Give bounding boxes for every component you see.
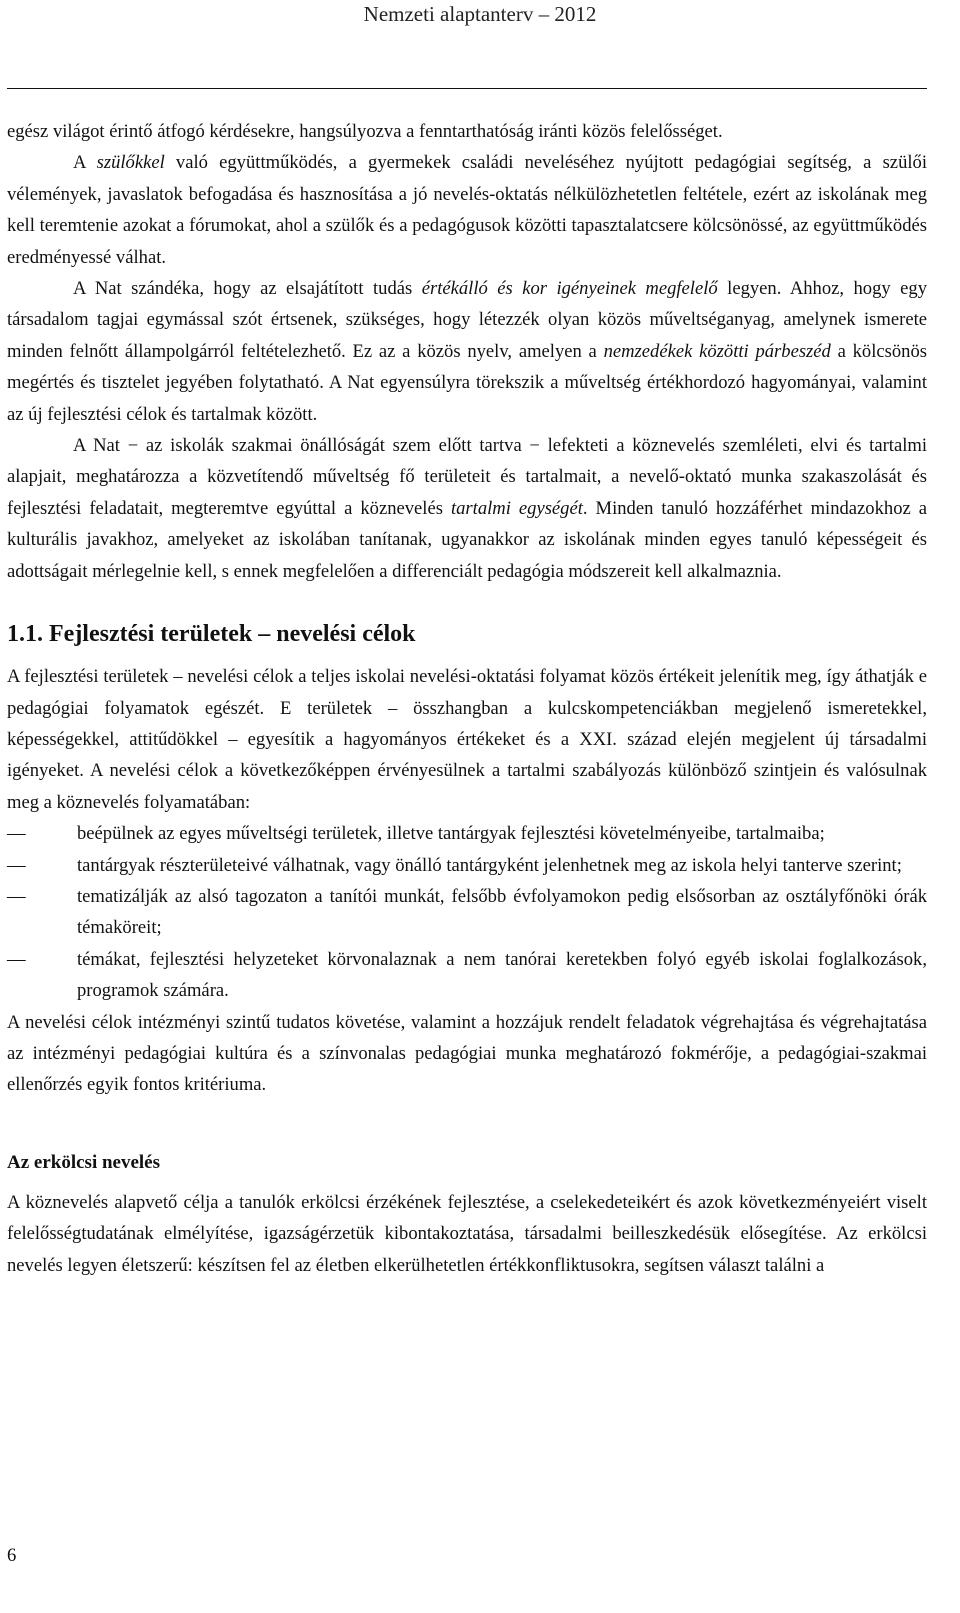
list-item: — tematizálják az alsó tagozaton a tanítói munkát, felsőbb évfolyamokon pedig elsősorban az osztályfőnöki órák témaköreit; xyxy=(7,881,927,944)
emphasis-parents: szülőkkel xyxy=(96,152,165,174)
list-item: — beépülnek az egyes műveltségi területek, illetve tantárgyak fejlesztési követelményeibe, tartalmaiba; xyxy=(7,818,927,849)
running-header: Nemzeti alaptanterv – 2012 xyxy=(363,2,597,26)
subsection-heading: Az erkölcsi nevelés xyxy=(7,1151,161,1173)
page-number: 6 xyxy=(7,1545,17,1566)
dash-bullet: — xyxy=(7,854,26,876)
dash-bullet: — xyxy=(7,948,26,970)
list-item: — témákat, fejlesztési helyzeteket körvonalaznak a nem tanórai keretekben folyó egyéb iskolai foglalkozások, programok számára. xyxy=(7,944,927,1007)
header-rule xyxy=(7,88,927,89)
emphasis-unity: tartalmi egységét xyxy=(450,497,583,519)
spacer xyxy=(7,587,927,617)
section-intro-paragraph: A fejlesztési területek – nevelési célok a teljes iskolai nevelési-oktatási folyamat közös értékeit jelenítik meg, így áthatják e pedagógiai folyamatok egészét. E területek – összhangban a kulcskompetenciákban megjelenő ismeretekkel, képességekkel, attitűdökkel – egyesítik a hagyományos értékeket és a XXI. század elején megjelent új társadalmi igényeket. A nevelési célok a következőképpen érvényesülnek a tartalmi szabályozás különböző szintjein és valósulnak meg a köznevelés folyamatában: xyxy=(7,666,927,813)
subsection-paragraph: A köznevelés alapvető célja a tanulók erkölcsi érzékének fejlesztése, a cselekedeteikért és azok következményeiért viselt felelősségtudatának elmélyítése, igazságérzetük kibontakoztatása, társadalmi beilleszkedésük elősegítése. Az erkölcsi nevelés legyen életszerű: készítsen fel az életben elkerülhetetlen értékkonfliktusokra, segítsen választ találni a xyxy=(7,1191,927,1276)
paragraph-nat-foundations: A Nat − az iskolák szakmai önállóságát szem előtt tartva − lefekteti a köznevelés szemléleti, elvi és tartalmi alapjait, meghatározza a közvetítendő műveltség fő területeit és tartalmait, a nevelő-oktató munka szakaszolását és fejlesztési feladatait, megteremtve egyúttal a köznevelés tartalmi egységét. Minden tanuló hozzáférhet mindazokhoz a kulturális javakhoz, amelyeket az iskolában tanítanak, ugyanakkor az iskolának minden egyes tanuló képességeit és adottságait mérlegelnie kell, s ennek megfelelően a differenciált pedagógia módszereit kell alkalmaznia. xyxy=(7,435,928,582)
goals-list xyxy=(7,818,927,1006)
list-item: — tantárgyak részterületeivé válhatnak, vagy önálló tantárgyként jelenhetnek meg az iskola helyi tanterve szerint; xyxy=(7,850,927,881)
dash-bullet: — xyxy=(7,885,26,907)
section-heading: 1.1. Fejlesztési területek – nevelési célok xyxy=(7,621,416,648)
section-closing-paragraph: A nevelési célok intézményi szintű tudatos követése, valamint a hozzájuk rendelt feladatok végrehajtása és végrehajtatása az intézményi pedagógiai kultúra és a színvonalas pedagógiai munka meghatározó fokmérője, a pedagógiai-szakmai ellenőrzés egyik fontos kritériuma. xyxy=(7,1011,927,1096)
paragraph-parents: A szülőkkel való együttműködés, a gyermekek családi neveléséhez nyújtott pedagógiai segítség, a szülői vélemények, javaslatok befogadása és hasznosítása a jó nevelés-oktatás nélkülözhetetlen feltétele, ezért az iskolának meg kell teremtenie azokat a fórumokat, ahol a szülők és a pedagógusok közötti tapasztalatcsere kölcsönössé, az együttműködés eredményessé válhat. xyxy=(7,152,927,268)
emphasis-value: értékálló és kor igényeinek megfelelő xyxy=(421,278,718,300)
paragraph-continuation: egész világot érintő átfogó kérdésekre, hangsúlyozva a fenntarthatóság iránti közös felelősséget. xyxy=(7,121,723,142)
emphasis-dialogue: nemzedékek közötti párbeszéd xyxy=(603,340,831,362)
paragraph-nat-intent: A Nat szándéka, hogy az elsajátított tudás értékálló és kor igényeinek megfelelő legyen. Ahhoz, hogy egy társadalom tagjai egymással szót értsenek, szükséges, hogy létezzék olyan közös műveltséganyag, amelynek ismerete minden felnőtt állampolgárról feltételezhető. Ez az a közös nyelv, amelyen a nemzedékek közötti párbeszéd a kölcsönös megértés és tisztelet jegyében folytatható. A Nat egyensúlyra törekszik a műveltség értékhordozó hagyományai, valamint az új fejlesztési célok és tartalmak között. xyxy=(7,278,928,425)
dash-bullet: — xyxy=(7,823,26,845)
page-body xyxy=(7,116,927,1281)
spacer xyxy=(7,1101,927,1147)
